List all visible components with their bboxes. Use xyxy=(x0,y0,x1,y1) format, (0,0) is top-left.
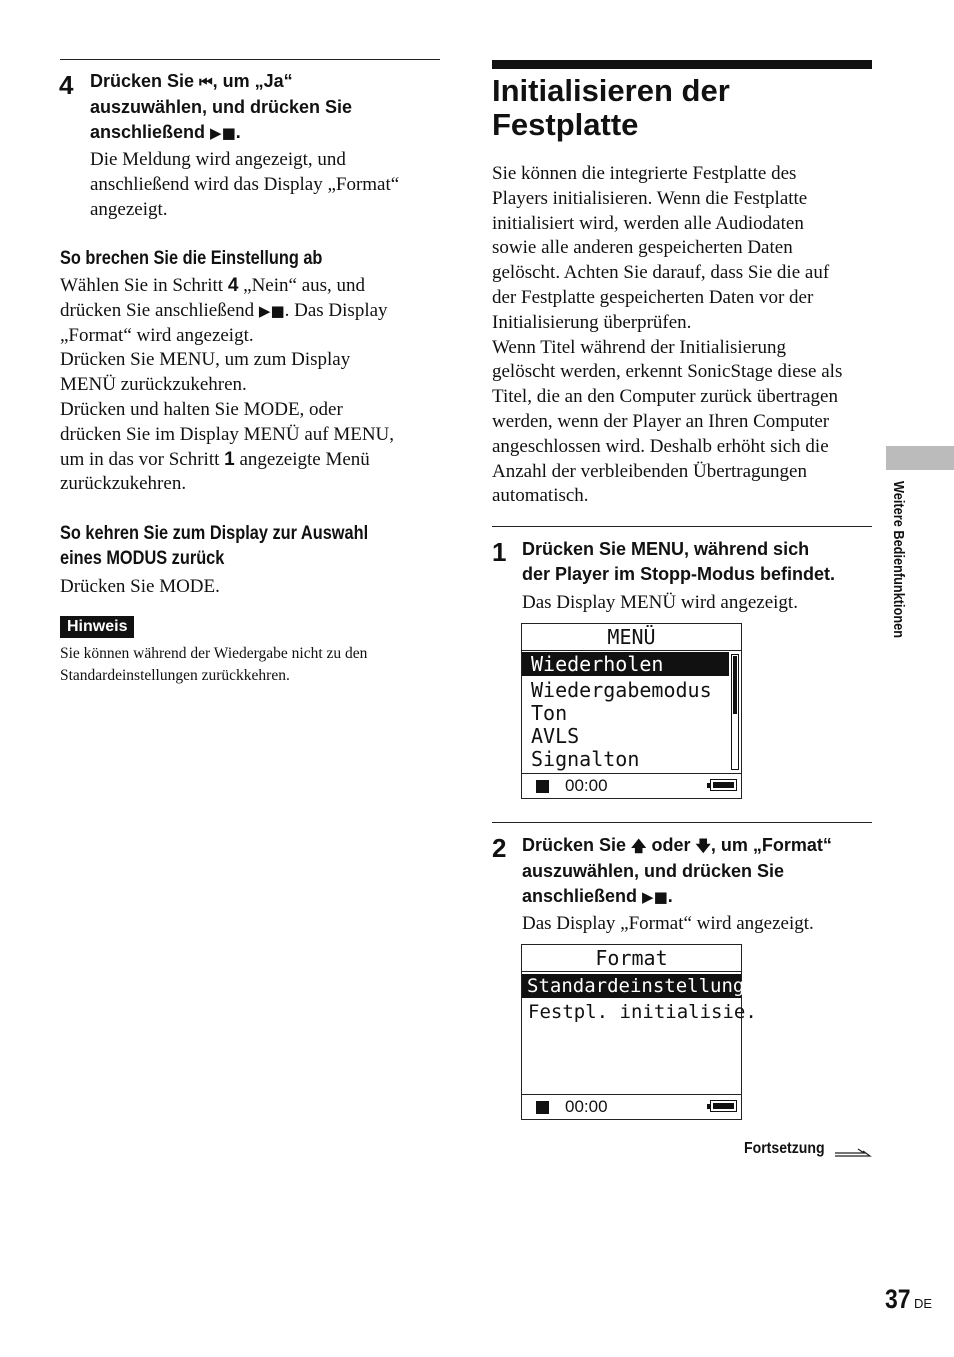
page-number xyxy=(885,1284,932,1315)
intro-line: der Festplatte gespeicherten Daten vor der xyxy=(492,286,814,308)
play-stop-icon: ▶■ xyxy=(210,124,236,142)
continued-label xyxy=(744,1140,825,1158)
step-1-text: der Player im Stopp-Modus befindet. xyxy=(522,564,836,584)
step-4-text: , um „Ja“ xyxy=(212,71,293,91)
back-heading xyxy=(60,521,368,571)
page-title xyxy=(492,74,730,142)
step-2-text: Drücken Sie xyxy=(522,835,632,855)
step-4-body xyxy=(90,148,440,222)
body-line: drücken Sie im Display MENÜ auf MENU, xyxy=(60,423,395,445)
menu-item: Wiederholen xyxy=(522,652,729,676)
page-title-line: Festplatte xyxy=(492,107,639,142)
menu-item: AVLS xyxy=(531,724,580,748)
body-text: um in das vor Schritt xyxy=(60,448,225,470)
step-2-instruction xyxy=(522,833,882,910)
intro-line: Players initialisieren. Wenn die Festplatte xyxy=(492,187,808,209)
step-2-text: oder xyxy=(646,835,696,855)
format-status-bar xyxy=(522,1094,741,1119)
intro-line: Wenn Titel während der Initialisierung xyxy=(492,336,786,358)
cancel-body xyxy=(60,274,445,497)
format-menu-item: Standardeinstellung xyxy=(522,974,741,998)
time-display: 00:00 xyxy=(565,776,608,795)
battery-icon xyxy=(710,1100,737,1112)
note-line: Standardeinstellungen zurückkehren. xyxy=(60,666,290,684)
body-line: zurückzukehren. xyxy=(60,473,187,495)
body-line: Die Meldung wird angezeigt, und xyxy=(90,149,346,170)
back-heading-line: eines MODUS zurück xyxy=(60,548,225,569)
format-screen-title: Format xyxy=(522,945,741,972)
body-text: drücken Sie anschließend xyxy=(60,299,259,321)
intro-line: Titel, die an den Computer zurück übertragen xyxy=(492,386,838,408)
continued-text: Fortsetzung xyxy=(744,1140,825,1157)
menu-item: Signalton xyxy=(531,747,640,771)
body-line: „Format“ wird angezeigt. xyxy=(60,324,254,346)
body-text: Wählen Sie in Schritt xyxy=(60,275,228,296)
back-body: Drücken Sie MODE. xyxy=(60,576,220,597)
body-text: . Das Display xyxy=(284,299,388,321)
stop-icon xyxy=(536,1101,549,1114)
format-menu-item: Festpl. initialisie. xyxy=(528,1001,757,1023)
continued-arrow-icon xyxy=(834,1146,872,1160)
step-2-text: , um „Format“ xyxy=(710,835,832,855)
intro-line: gelöscht. Achten Sie darauf, dass Sie die auf xyxy=(492,262,830,284)
step-2-number: 2 xyxy=(492,833,507,863)
step-2-body: Das Display „Format“ wird angezeigt. xyxy=(522,913,814,934)
step-4-instruction xyxy=(90,69,440,146)
down-arrow-icon: 🡇 xyxy=(695,837,711,855)
intro-line: sowie alle anderen gespeicherten Daten xyxy=(492,237,793,259)
play-stop-icon: ▶■ xyxy=(642,888,668,906)
step-2-text: auszuwählen, und drücken Sie xyxy=(522,861,785,881)
intro-line: Initialisierung überprüfen. xyxy=(492,311,692,333)
step-2-rule xyxy=(492,822,872,823)
intro-line: gelöscht werden, erkennt SonicStage diese als xyxy=(492,361,843,383)
menu-item: Ton xyxy=(531,701,568,725)
page-lang: DE xyxy=(914,1296,933,1311)
step-2-text: anschließend xyxy=(522,886,643,906)
step-1-text: Drücken Sie MENU, während sich xyxy=(522,539,810,559)
intro-line: automatisch. xyxy=(492,485,589,507)
step-1-instruction xyxy=(522,537,877,587)
body-text: „Nein“ aus, und xyxy=(238,275,366,296)
cancel-heading: So brechen Sie die Einstellung ab xyxy=(60,248,323,269)
step-4-text: . xyxy=(235,122,241,142)
step-4-text: auszuwählen, und drücken Sie xyxy=(90,97,353,117)
battery-icon xyxy=(710,779,737,791)
step-4-text: anschließend xyxy=(90,122,206,142)
page-title-line: Initialisieren der xyxy=(492,73,730,108)
body-line: anschließend wird das Display „Format“ xyxy=(90,173,400,195)
step-1-number: 1 xyxy=(492,537,507,567)
page-number-value: 37 xyxy=(885,1284,911,1314)
step-2-text: . xyxy=(667,886,673,906)
back-heading-line: So kehren Sie zum Display zur Auswahl xyxy=(60,523,369,544)
step-ref: 1 xyxy=(224,448,235,470)
menu-scrollbar-thumb xyxy=(733,656,737,714)
menu-scrollbar xyxy=(731,654,739,770)
title-bar xyxy=(492,60,872,69)
step-1-rule xyxy=(492,526,872,527)
intro-line: Anzahl der verbleibenden Übertragungen xyxy=(492,460,807,482)
intro-line: angeschlossen wird. Deshalb erhöht sich die xyxy=(492,435,829,457)
step-4-text: Drücken Sie xyxy=(90,71,195,91)
up-arrow-icon: 🡅 xyxy=(631,837,647,855)
body-line: Drücken und halten Sie MODE, oder xyxy=(60,398,343,420)
body-line: angezeigt. xyxy=(90,198,168,220)
intro-paragraph xyxy=(492,162,877,509)
top-rule-left xyxy=(60,59,440,60)
body-line: Drücken Sie MENU, um zum Display xyxy=(60,349,351,371)
menu-screen xyxy=(521,623,742,799)
note-text xyxy=(60,643,367,686)
intro-line: Sie können die integrierte Festplatte des xyxy=(492,163,797,184)
section-tab-label: Weitere Bedienfunktionen xyxy=(890,481,907,639)
menu-item: Wiedergabemodus xyxy=(531,678,712,702)
section-tab xyxy=(886,446,954,470)
step-4-number: 4 xyxy=(59,70,74,100)
prev-track-icon: ⏮ xyxy=(199,73,213,91)
step-ref: 4 xyxy=(227,275,239,296)
intro-line: initialisiert wird, werden alle Audiodaten xyxy=(492,212,804,234)
intro-line: werden, wenn der Player an Ihren Computer xyxy=(492,410,830,432)
body-line: MENÜ zurückzukehren. xyxy=(60,374,247,396)
note-line: Sie können während der Wiedergabe nicht zu den xyxy=(60,645,368,662)
menu-status-bar xyxy=(522,773,741,798)
time-display: 00:00 xyxy=(565,1097,608,1116)
play-stop-icon: ▶■ xyxy=(258,301,285,320)
step-1-body: Das Display MENÜ wird angezeigt. xyxy=(522,592,798,613)
menu-screen-title: MENÜ xyxy=(522,624,741,651)
stop-icon xyxy=(536,780,549,793)
note-label: Hinweis xyxy=(60,616,134,638)
body-text: angezeigte Menü xyxy=(234,448,370,470)
format-screen xyxy=(521,944,757,1120)
